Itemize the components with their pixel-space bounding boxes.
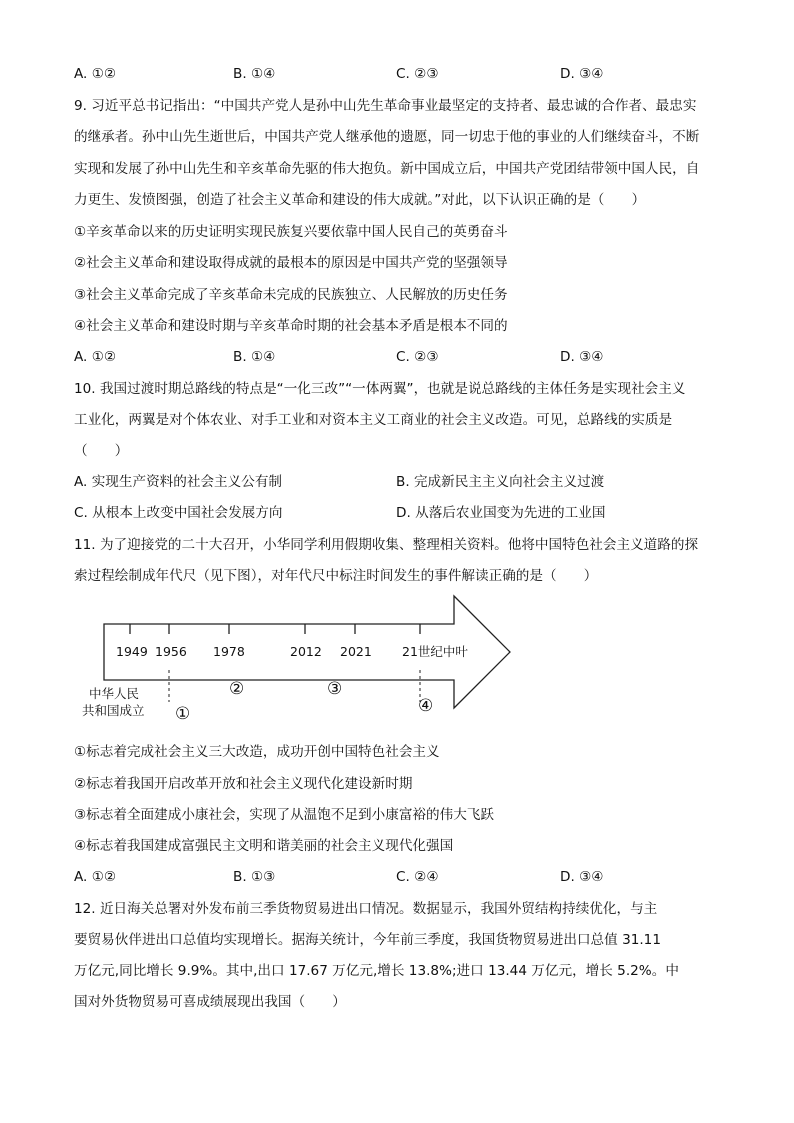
q10-options-row2 [74, 503, 734, 523]
option-d[interactable]: D. 从落后农业国变为先进的工业国 [396, 505, 606, 521]
option-b[interactable]: B. ①③ [233, 869, 276, 885]
option-b[interactable]: B. ①④ [233, 349, 276, 365]
q9-options [74, 347, 734, 367]
q11-stem-line: 索过程绘制成年代尺（见下图），对年代尺中标注时间发生的事件解读正确的是（ ） [74, 568, 598, 584]
option-a[interactable]: A. ①② [74, 349, 117, 365]
q9-statement: ③社会主义革命完成了辛亥革命未完成的民族独立、人民解放的历史任务 [74, 287, 508, 303]
option-a[interactable]: A. ①② [74, 66, 117, 82]
option-b[interactable]: B. 完成新民主主义向社会主义过渡 [396, 474, 605, 490]
q9-stem-line: 9. 习近平总书记指出：“中国共产党人是孙中山先生革命事业最坚定的支持者、最忠诚的合作者、最忠实 [74, 98, 697, 114]
option-c[interactable]: C. 从根本上改变中国社会发展方向 [74, 505, 283, 521]
q9-stem-line: 的继承者。孙中山先生逝世后，中国共产党人继承他的遗愿，同一切忠于他的事业的人们继续奋斗，不断 [74, 129, 700, 145]
q11-statement: ①标志着完成社会主义三大改造，成功开创中国特色社会主义 [74, 744, 440, 760]
q11-stem-line: 11. 为了迎接党的二十大召开，小华同学利用假期收集、整理相关资料。他将中国特色社会主义道路的探 [74, 537, 699, 553]
q10-stem-line: 工业化，两翼是对个体农业、对手工业和对资本主义工商业的社会主义改造。可见，总路线的实质是 [74, 412, 673, 428]
q9-statement: ②社会主义革命和建设取得成就的最根本的原因是中国共产党的坚强领导 [74, 255, 508, 271]
q12-stem-line: 国对外货物贸易可喜成绩展现出我国（ ） [74, 994, 346, 1010]
timeline-mark: ② [229, 679, 245, 699]
timeline-figure [74, 590, 534, 730]
year-label: 1978 [213, 644, 245, 659]
year-label: 2012 [290, 644, 322, 659]
q9-statement: ④社会主义革命和建设时期与辛亥革命时期的社会基本矛盾是根本不同的 [74, 318, 508, 334]
q10-stem-line: （ ） [74, 443, 129, 459]
option-a[interactable]: A. ①② [74, 869, 117, 885]
q8-options [74, 64, 734, 84]
timeline-mark: ③ [327, 679, 343, 699]
option-d[interactable]: D. ③④ [560, 66, 604, 82]
q12-stem-line: 要贸易伙伴进出口总值均实现增长。据海关统计，今年前三季度，我国货物贸易进出口总值 31.11 [74, 932, 661, 948]
timeline-mark: ① [175, 704, 191, 724]
q10-stem-line: 10. 我国过渡时期总路线的特点是“一化三改”“一体两翼”，也就是说总路线的主体任务是实现社会主义 [74, 381, 686, 397]
q11-statement: ②标志着我国开启改革开放和社会主义现代化建设新时期 [74, 776, 413, 792]
q9-stem-line: 力更生、发愤图强，创造了社会主义革命和建设的伟大成就。”对此，以下认识正确的是（ ） [74, 192, 646, 208]
q9-stem-line: 实现和发展了孙中山先生和辛亥革命先驱的伟大抱负。新中国成立后，中国共产党团结带领中国人民，自 [74, 161, 700, 177]
option-b[interactable]: B. ①④ [233, 66, 276, 82]
founding-label: 共和国成立 [82, 703, 145, 718]
option-c[interactable]: C. ②④ [396, 869, 439, 885]
founding-label: 中华人民 [89, 686, 140, 701]
year-label: 2021 [340, 644, 372, 659]
q10-options-row1 [74, 472, 734, 492]
year-label: 21世纪中叶 [402, 644, 468, 659]
q11-options [74, 867, 734, 887]
option-c[interactable]: C. ②③ [396, 349, 439, 365]
year-label: 1949 [116, 644, 148, 659]
q12-stem-line: 12. 近日海关总署对外发布前三季货物贸易进出口情况。数据显示，我国外贸结构持续优化，与主 [74, 901, 658, 917]
q9-statement: ①辛亥革命以来的历史证明实现民族复兴要依靠中国人民自己的英勇奋斗 [74, 224, 508, 240]
option-d[interactable]: D. ③④ [560, 349, 604, 365]
option-a[interactable]: A. 实现生产资料的社会主义公有制 [74, 474, 283, 490]
q11-statement: ④标志着我国建成富强民主文明和谐美丽的社会主义现代化强国 [74, 838, 454, 854]
option-c[interactable]: C. ②③ [396, 66, 439, 82]
q12-stem-line: 万亿元,同比增长 9.9%。其中,出口 17.67 万亿元,增长 13.8%;进口 13.44 万亿元，增长 5.2%。中 [74, 963, 679, 979]
q11-statement: ③标志着全面建成小康社会，实现了从温饱不足到小康富裕的伟大飞跃 [74, 807, 494, 823]
option-d[interactable]: D. ③④ [560, 869, 604, 885]
timeline-mark: ④ [418, 696, 434, 716]
year-label: 1956 [155, 644, 187, 659]
